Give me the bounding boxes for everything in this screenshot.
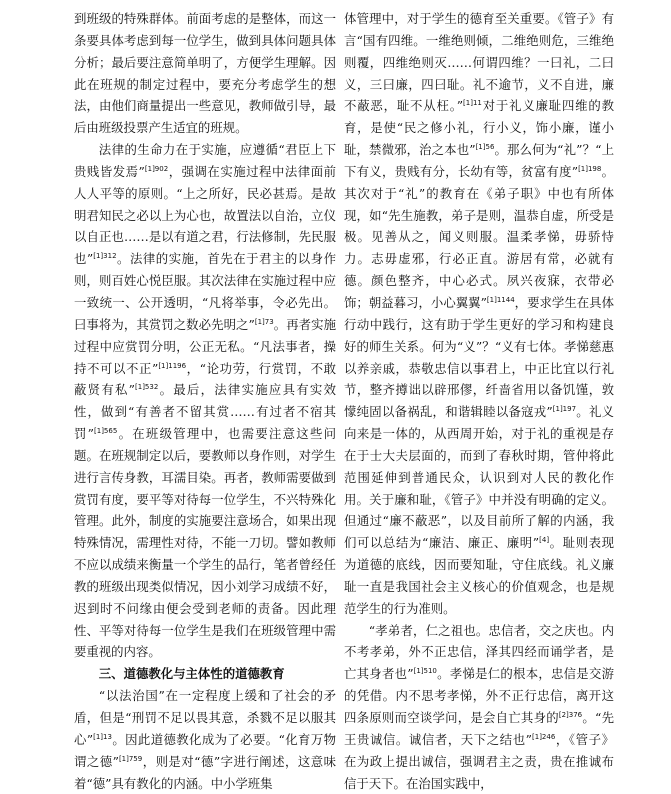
citation-ref: [4] — [539, 536, 550, 545]
citation-ref: [1]197 — [552, 405, 577, 414]
citation-ref: [1]902 — [144, 164, 169, 173]
paragraph: “孝弟者，仁之祖也。忠信者，交之庆也。内不考孝弟，外不正忠信，泽其四经而诵学者，是亡其身者也”$^{[1]510}$。孝悌是仁的根本，忠信是交游的凭借。内不思考孝悌，外不正行忠信，离开这四条原则而空谈学问，是会自亡其身的$^{[2]376}$。“先王贵诚信。诚信者，天下之结也”$^{[1]246}$，《管子》在为政上提出诚信，强调君主之责，贵在推诚布信于天下。在治国实践中， — [344, 622, 614, 791]
citation-ref: [1]312 — [93, 252, 117, 261]
citation-ref: [1]1196 — [158, 361, 187, 370]
citation-ref: [1]73 — [254, 317, 274, 326]
right-column — [344, 8, 614, 794]
citation-ref: [1]532 — [135, 383, 159, 392]
citation-ref: [2]376 — [558, 711, 583, 719]
citation-ref: [1]11 — [463, 99, 482, 108]
citation-ref: [1]565 — [94, 427, 118, 436]
section-heading: 三、道德教化与主体性的道德教育 — [98, 666, 285, 682]
citation-ref: [1]510 — [413, 667, 437, 676]
paragraph: 体管理中，对于学生的德育至关重要。《管子》有言“国有四维。一维绝则倾，二维绝则危，三维绝则覆，四维绝则灭……何谓四维？一曰礼，二曰义，三曰廉，四曰耻。礼不逾节，义不自进，廉不蔽恶，耻不从枉。”$^{[1]11}$对于礼义廉耻四维的教育，是使“民之修小礼，行小义，饰小廉，谨小耻，禁微邪，治之本也”$^{[1]56}$。那么何为“礼”？“上下有义，贵贱有分，长幼有等，贫富有度”$^{[1]198}$。其次对于“礼”的教育在《弟子职》中也有所体现，如“先生施教，弟子是则，温恭自虚，所受是极。见善从之，闻义则服。温柔孝悌，毋骄恃力。志毋虚邪，行必正直。游居有常，必就有德。颜色整齐，中心必式。夙兴夜寐，衣带必饰；朝益暮习，小心翼翼”$^{[1]1144}$，要求学生在具体行动中践行，这有助于学生更好的学习和构建良好的师生关系。何为“义”？“义有七体。孝悌慈惠以养亲戚，恭敬忠信以事君上，中正比宜以行礼节，整齐撙诎以辟邢僇，纤啬省用以备饥馑，敦懞纯固以备祸乱，和谐辑睦以备寇戎”$^{[1]197}$。礼义向来是一体的，从西周开始，对于礼的重视是存在于士大夫层面的，而到了春秋时期，管仲将此范围延伸到普通民众，认识到对人民的教化作用。关于廉和耻，《管子》中并没有明确的定义。但通过“廉不蔽恶”，以及目前所了解的内涵，我们可以总结为“廉洁、廉正、廉明”[4]。耻则表现为道德的底线，因而要知耻，守住底线。礼义廉耻一直是我国社会主义核心的价值观念，也是规范学生的行为准则。 — [344, 11, 615, 616]
citation-ref: [1]246 — [532, 732, 556, 741]
citation-ref: [1]759 — [118, 754, 143, 763]
citation-ref: [1]13 — [93, 732, 112, 741]
paragraph: 到班级的特殊群体。前面考虑的是整体，而这一条要具体考虑到每一位学生，做到具体问题具体分析；最后要注意简单明了，方便学生理解。因此在班规的制定过程中，要充分考虑学生的想法，由他们商量提出一些意见，教师做引导，最后由班级投票产生适宜的班规。 — [74, 11, 336, 136]
citation-ref: [1]1144 — [486, 295, 515, 304]
paragraph: “以法治国”在一定程度上缓和了社会的矛盾，但是“刑罚不足以畏其意，杀戮不足以服其心”$^{[1]13}$。因此道德教化成为了必要。“化育万物谓之德”$^{[1]759}$，则是对“德”字进行阐述，这意味着“德”具有教化的内涵。中小学班集 — [74, 688, 336, 791]
citation-ref: [1]56 — [475, 143, 495, 152]
paragraph: 法律的生命力在于实施，应遵循“君臣上下贵贱皆发焉”$^{[1]902}$，强调在实施过程中法律面前人人平等的原则。“上之所好，民必甚焉。是故明君知民之必以上为心也，故置法以自治，立仪以自正也……是以有道之君，行法修制，先民服也”$^{[1]312}$。法律的实施，首先在于君主的以身作则，则百姓心悦臣服。其次法律在实施过程中应一致统一、公开透明，“凡将举事，令必先出。曰事将为，其赏罚之数必先明之”$^{[1]73}$。再者实施过程中应赏罚分明，公正无私。“凡法事者，操持不可以不正”$^{[1]1196}$，“论功劳，行赏罚，不敢蔽贤有私”$^{[1]532}$。最后，法律实施应具有实效性，做到“有善者不留其赏……有过者不宿其罚”$^{[1]565}$。在班级管理中，也需要注意这些问题。在班规制定以后，要教师以身作则，对学生进行言传身教，耳濡目染。再者，教师需要做到赏罚有度，要平等对待每一位学生，不兴特殊化管理。此外，制度的实施要注意场合，如果出现特殊情况，需理性对待，不能一刀切。譬如教师不应以成绩来衡量一个学生的品行，笔者曾经任教的班级出现类似情况，因小刘学习成绩不好，迟到时不问缘由便会受到老师的责备。因此理性、平等对待每一位学生是我们在班级管理中需要重视的内容。 — [74, 142, 337, 660]
left-column — [74, 8, 336, 794]
citation-ref: [1]198 — [578, 164, 602, 173]
